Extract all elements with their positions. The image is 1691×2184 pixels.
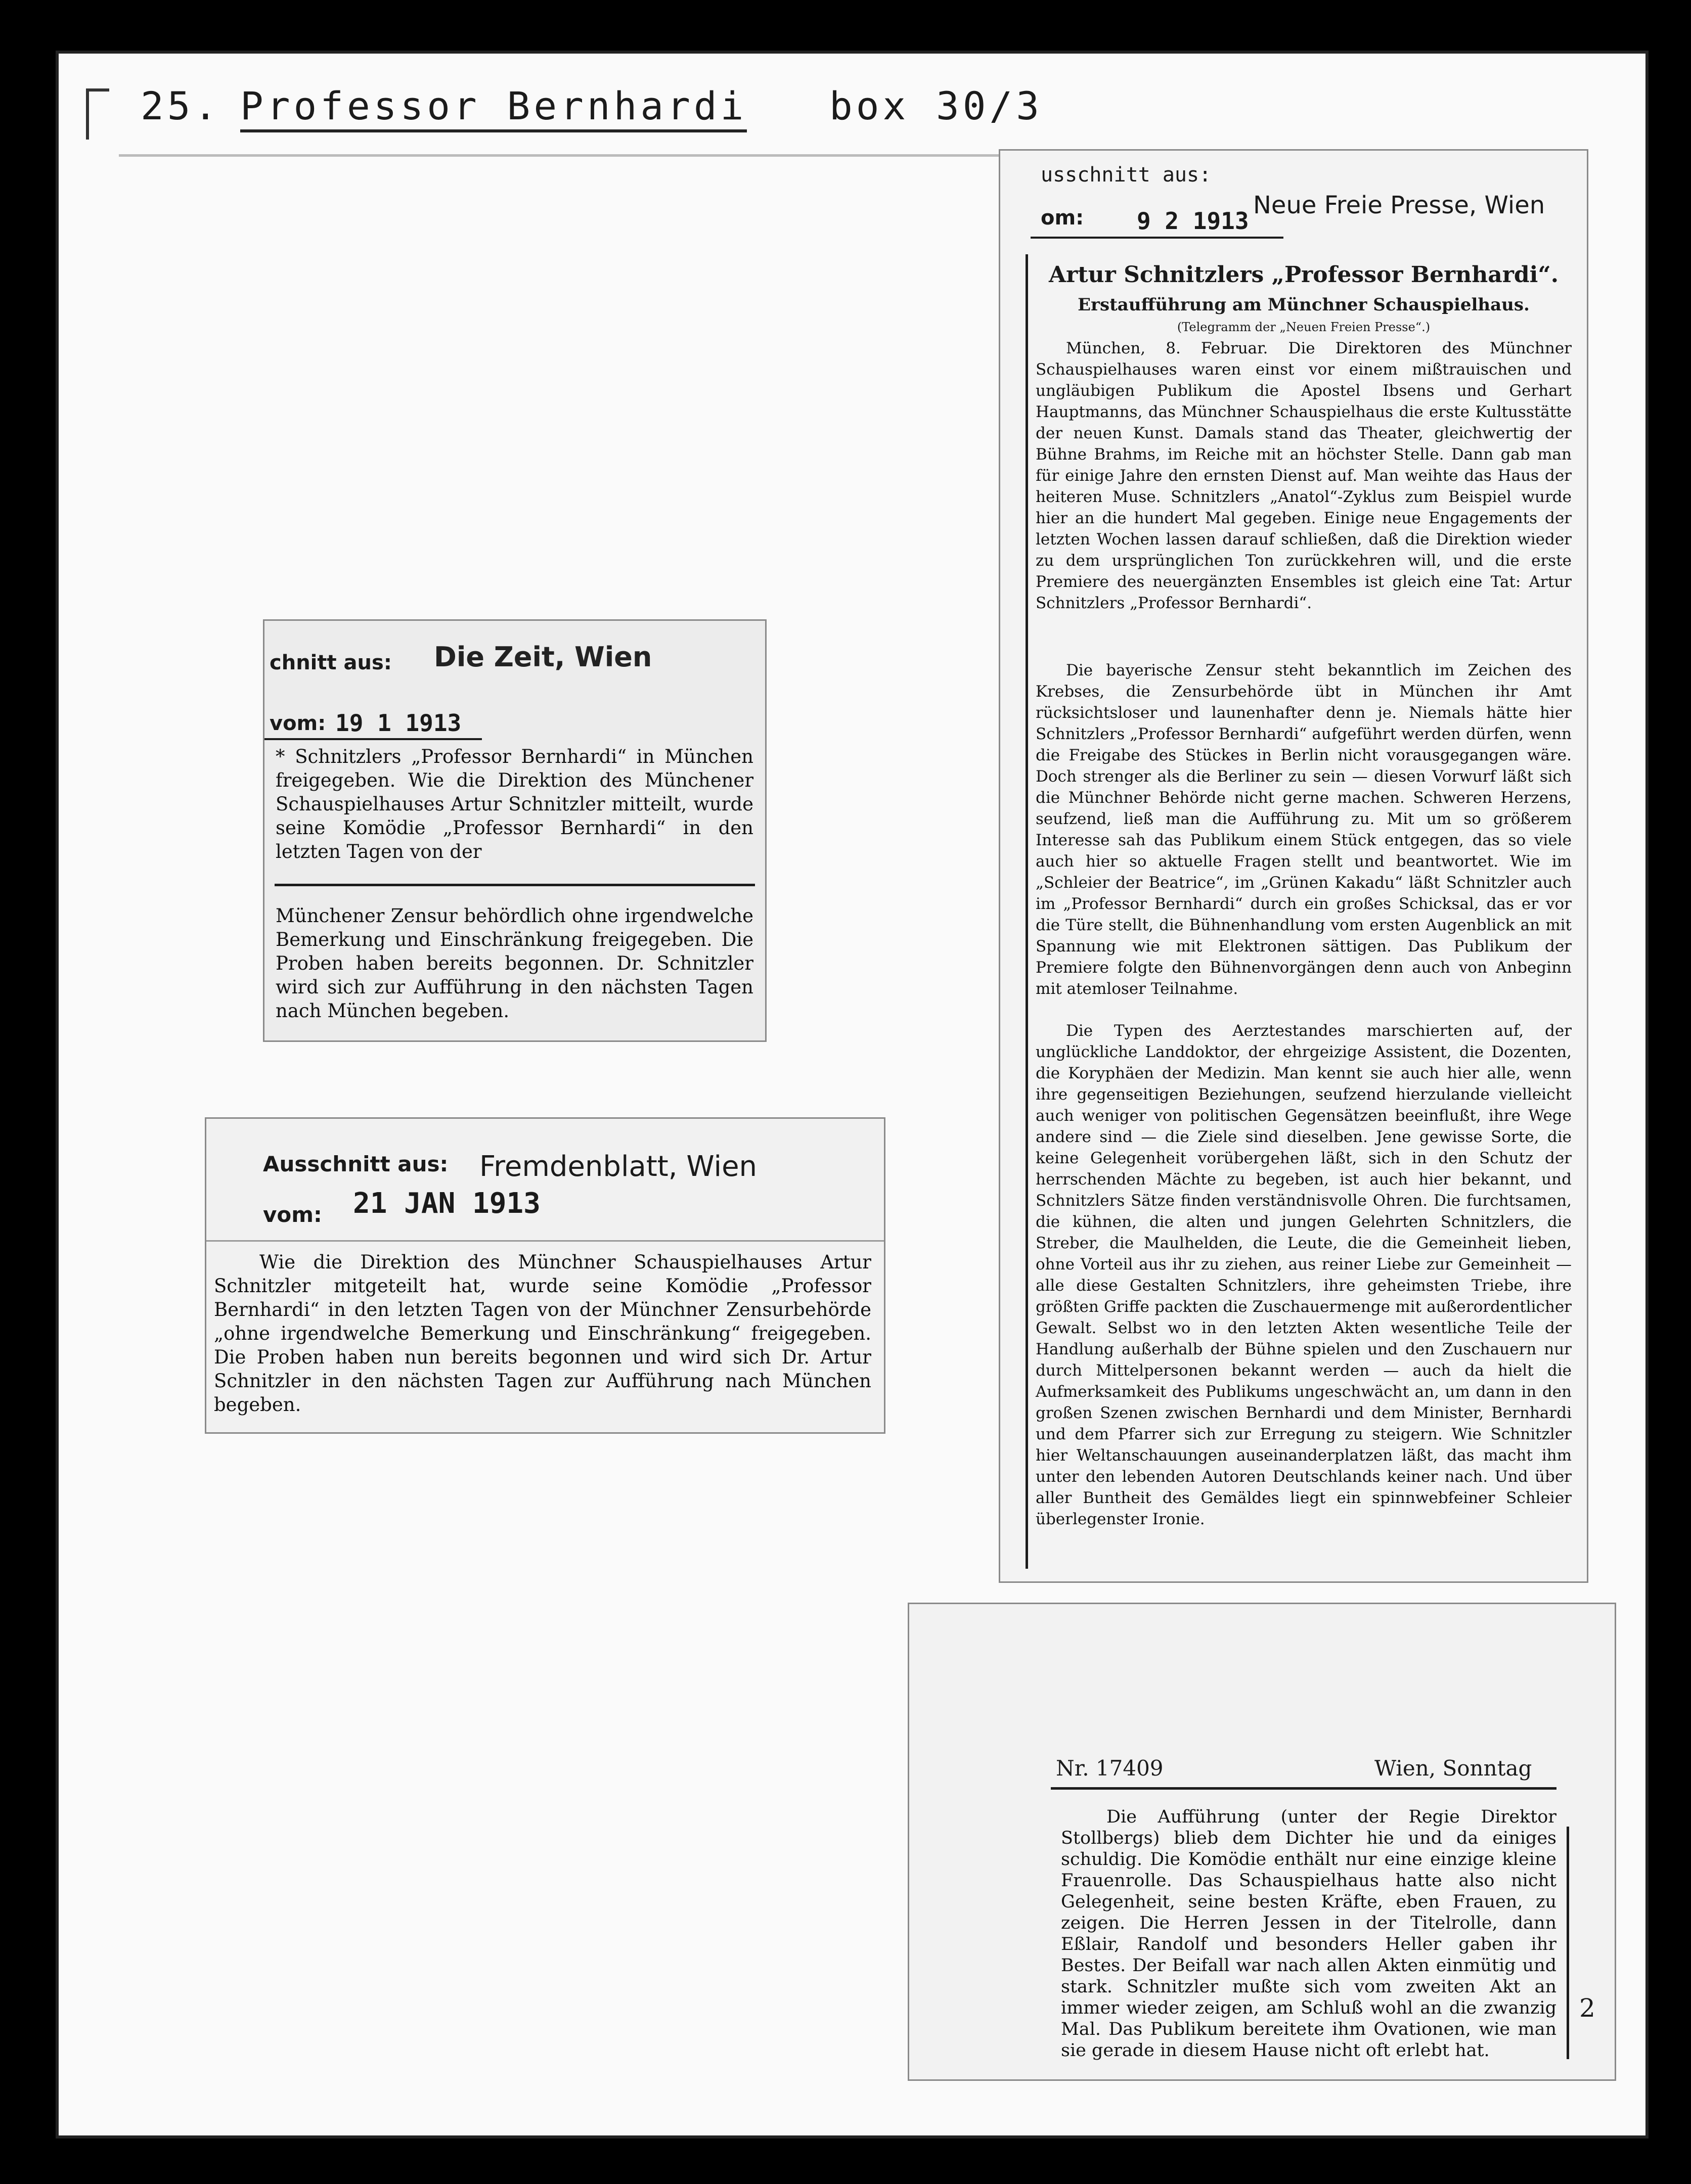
clipping-nr-17409: [908, 1603, 1616, 2081]
margin-mark: 2: [1579, 1993, 1595, 2023]
clip-date: 19 1 1913: [335, 709, 462, 737]
corner-bracket: [86, 88, 109, 140]
clip-source: Die Zeit, Wien: [434, 641, 652, 673]
issue-dateline: Wien, Sonntag: [1374, 1756, 1532, 1781]
clip-source: Fremdenblatt, Wien: [479, 1150, 758, 1183]
article-paragraph-1: München, 8. Februar. Die Direktoren des Münchner Schauspielhauses waren einst vor einem mißtrauischen und ungläubigen Publikum die Apostel Ibsens und Gerhart Hauptmanns, das Münchner Schauspielhaus die erste Kultusstätte der neuen Kunst. Damals stand das Theater, gleichwertig der Bühne Brahms, im Reiche mit an höchster Stelle. Dann gab man für einige Jahre den ernsten Dienst auf. Man weihte das Haus der heiteren Muse. Schnitzlers „Anatol“-Zyklus zum Beispiel wurde hier an die hundert Mal gegeben. Einige neue Engagements der letzten Wochen lassen darauf schließen, daß die Direktion wieder zu dem ursprünglichen Ton zurückkehren will, und die erste Premiere des neuergänzten Ensembles ist gleich eine Tat: Artur Schnitzlers „Professor Bernhardi“.: [1036, 339, 1572, 612]
clip-divider: [206, 1240, 884, 1242]
clip-text-top: * Schnitzlers „Professor Bernhardi“ in München freigegeben. Wie die Direktion des Münchener Schauspielhauses Artur Schnitzler mitteilt, wurde seine Komödie „Professor Bernhardi“ in den letzten Tagen von der: [276, 746, 753, 862]
clip-label-ausschnitt: chnitt aus:: [270, 651, 392, 674]
issue-number: Nr. 17409: [1056, 1756, 1164, 1781]
folder-number: 25.: [141, 83, 221, 128]
article-headline: Artur Schnitzlers „Professor Bernhardi“.: [1048, 262, 1559, 288]
date-underline: [264, 738, 482, 740]
article-paragraph-3: Die Typen des Aerztestandes marschierten auf, der unglückliche Landdoktor, der ehrgeizige Assistent, die Dozenten, die Koryphäen der Medizin. Man kennt sie auch hier alle, wenn ihre gegenseitigen Beziehungen, seufzend hierzulande vielleicht auch weniger von politischen Gegensätzen beeinflußt, ihre Wege andere sind — die Ziele sind dieselben. Jene gewisse Sorte, die keine Gelegenheit vorübergehen läßt, sich in den Schutz der herrschenden Mächte zu begeben, ist auch hier bekannt, und Schnitzlers Sätze finden verständnisvolle Ohren. Die furchtsamen, die kühnen, die alten und jungen Gelehrten Schnitzlers, die Streber, die Maulhelden, die Leute, die die Gemeinheit lieben, ohne Vorteil aus ihr zu ziehen, aus reiner Liebe zur Gemeinheit — alle diese Gestalten Schnitzlers, ihre geheimsten Triebe, ihre größten Griffe packten die Zuschauermenge mit außerordentlicher Gewalt. Selbst wo in den letzten Akten wesentliche Teile der Handlung außerhalb der Bühne spielen und den Zuschauern nur durch Mittelpersonen bekannt werden — auch da hielt die Aufmerksamkeit des Publikums ungeschwächt an, um dann in den großen Szenen zwischen Bernhardi und dem Minister, Bernhardi und dem Pfarrer sich zur Erregung zu steigern. Wie Schnitzler hier Weltanschauungen auseinanderplatzen läßt, das macht ihm unter den lebenden Autoren Deutschlands keiner nach. Und über aller Buntheit des Gemäldes liegt ein spinnwebfeiner Schleier überlegenster Ironie.: [1036, 1022, 1572, 1528]
clip-date: 21 JAN 1913: [353, 1187, 541, 1220]
clipping-neue-freie-presse: [999, 149, 1588, 1583]
clip-source: Neue Freie Presse, Wien: [1253, 191, 1545, 219]
article-telegram-note: (Telegramm der „Neuen Freien Presse“.): [1177, 320, 1431, 334]
clip-date: 9 2 1913: [1137, 207, 1249, 235]
clip-text: Die Aufführung (unter der Regie Direktor Stollbergs) blieb dem Dichter hie und da einiges schuldig. Die Komödie enthält nur eine einzige kleine Frauenrolle. Das Schauspielhaus hatte also nicht Gelegenheit, seine besten Kräfte, eben Frauen, zu zeigen. Die Herren Jessen in der Titelrolle, dann Eßlair, Randolf und besonders Heller gaben ihr Bestes. Der Beifall war nach allen Akten einmütig und stark. Schnitzler mußte sich vom zweiten Akt an immer wieder zeigen, am Schluß wohl an die zwanzig Mal. Das Publikum bereitete ihm Ovationen, wie man sie gerade in diesem Hause nicht oft erlebt hat.: [1061, 1807, 1556, 2061]
clip-label-ausschnitt: usschnitt aus:: [1041, 163, 1212, 187]
clip-label-vom: om:: [1041, 206, 1084, 230]
column-edge: [1026, 254, 1028, 1569]
date-underline: [1031, 237, 1283, 239]
box-number: box 30/3: [829, 83, 1043, 128]
clip-label-vom: vom:: [263, 1202, 322, 1227]
header-rule: [119, 154, 1032, 157]
clipping-die-zeit: [263, 619, 767, 1042]
folder-title: Professor Bernhardi: [240, 83, 747, 132]
column-edge: [1567, 1827, 1569, 2059]
article-paragraph-2: Die bayerische Zensur steht bekanntlich im Zeichen des Krebses, die Zensurbehörde übt in München ihr Amt rücksichtsloser und launenhafter denn je. Niemals hätte hier Schnitzlers „Professor Bernhardi“ aufgeführt werden dürfen, wenn die Freigabe des Stückes in Berlin nicht vorausgegangen wäre. Doch strenger als die Berliner zu sein — diesen Vorwurf läßt sich die Münchner Behörde nicht gerne machen. Schweren Herzens, seufzend, ließ man die Aufführung zu. Mit um so größerem Interesse sah das Publikum einem Stück entgegen, das so viele auch hier so aktuelle Fragen stellt und beantwortet. Wie im „Schleier der Beatrice“, im „Grünen Kakadu“ läßt Schnitzler auch im „Professor Bernhardi“ durch ein großes Schicksal, das er vor die Türe stellt, die Bühnenhandlung vom ersten Augenblick an mit Spannung wie mit Elektronen sättigen. Das Publikum der Premiere folgte den Bühnenvorgängen denn auch von Anbeginn mit atemloser Teilnahme.: [1036, 661, 1572, 998]
clipping-fremdenblatt: [205, 1117, 885, 1434]
clip-text-bottom: Münchener Zensur behördlich ohne irgendwelche Bemerkung und Einschränkung freigegeben. Die Proben haben bereits begonnen. Dr. Schnitzler wird sich zur Aufführung in den nächsten Tagen nach München begeben.: [276, 905, 753, 1022]
clip-label-vom: vom:: [270, 712, 326, 735]
article-subhead: Erstaufführung am Münchner Schauspielhaus.: [1078, 295, 1530, 315]
clip-label-ausschnitt: Ausschnitt aus:: [263, 1152, 449, 1176]
column-rule: [275, 884, 755, 886]
clip-text: Wie die Direktion des Münchner Schauspielhauses Artur Schnitzler mitgeteilt hat, wurde seine Komödie „Professor Bernhardi“ in den letzten Tagen von der Münchner Zensurbehörde „ohne irgendwelche Bemerkung und Einschränkung“ freigegeben. Die Proben haben nun bereits begonnen und wird sich Dr. Artur Schnitzler in den nächsten Tagen zur Aufführung nach München begeben.: [214, 1251, 871, 1416]
issue-rule: [1051, 1787, 1556, 1790]
